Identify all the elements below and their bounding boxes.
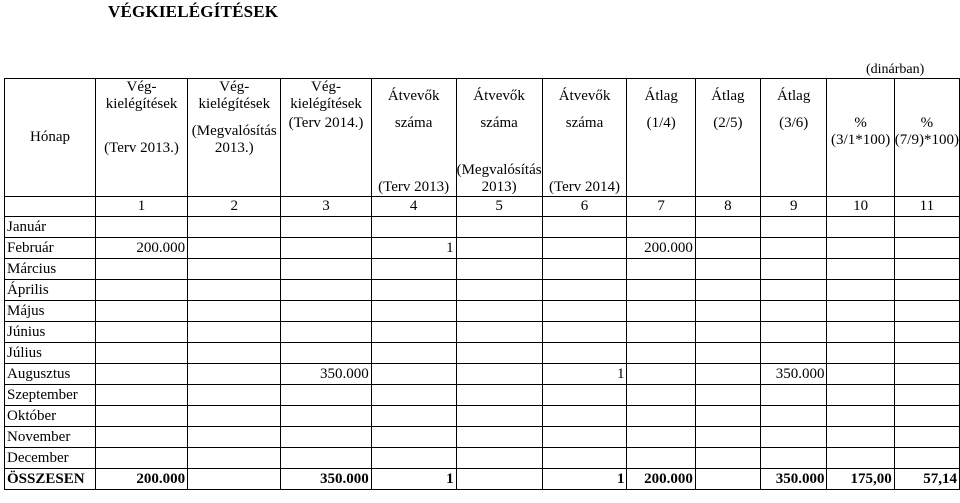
value-cell: [827, 238, 894, 259]
value-cell: [695, 427, 760, 448]
value-cell: [371, 343, 456, 364]
value-cell: [371, 259, 456, 280]
value-cell: [188, 364, 281, 385]
table-row: [5, 217, 960, 238]
value-cell: [95, 427, 187, 448]
value-cell: [760, 406, 827, 427]
col11-header: % (7/9)*100): [894, 115, 959, 157]
value-cell: [894, 385, 959, 406]
value-cell: 350.000: [760, 469, 827, 490]
col7-header-mid: (1/4): [627, 115, 695, 157]
col-number: 8: [695, 197, 760, 217]
value-cell: 200.000: [95, 469, 187, 490]
value-cell: [542, 406, 627, 427]
value-cell: [95, 406, 187, 427]
month-cell: Március: [5, 259, 96, 280]
value-cell: [627, 217, 695, 238]
value-cell: 350.000: [281, 364, 371, 385]
value-cell: [627, 343, 695, 364]
value-cell: [542, 217, 627, 238]
table-row: [5, 427, 960, 448]
value-cell: [95, 259, 187, 280]
value-cell: [894, 343, 959, 364]
value-cell: [542, 238, 627, 259]
value-cell: [371, 217, 456, 238]
col2-header-bottom: (Megvalósítás 2013.): [188, 115, 281, 157]
col10-header: % (3/1*100): [827, 115, 894, 157]
value-cell: [695, 385, 760, 406]
value-cell: [695, 259, 760, 280]
value-cell: [95, 217, 187, 238]
value-cell: 350.000: [760, 364, 827, 385]
col3-header-top: Vég-kielégítések: [281, 79, 371, 115]
value-cell: 200.000: [627, 238, 695, 259]
value-cell: [627, 427, 695, 448]
value-cell: [894, 301, 959, 322]
value-cell: [827, 322, 894, 343]
col-number: 4: [371, 197, 456, 217]
col7-header-top: Átlag: [627, 79, 695, 115]
value-cell: [760, 238, 827, 259]
col4-header-mid: száma: [371, 115, 456, 157]
value-cell: [760, 280, 827, 301]
value-cell: 200.000: [95, 238, 187, 259]
value-cell: [894, 280, 959, 301]
col1-header-bottom: (Terv 2013.): [95, 115, 187, 157]
value-cell: [760, 217, 827, 238]
col1-header-top: Vég-kielégítések: [95, 79, 187, 115]
col5-header-mid: száma: [456, 115, 542, 157]
col-number: 1: [95, 197, 187, 217]
value-cell: [95, 322, 187, 343]
col-number: 7: [627, 197, 695, 217]
value-cell: [456, 364, 542, 385]
value-cell: [894, 406, 959, 427]
value-cell: [456, 259, 542, 280]
value-cell: [627, 406, 695, 427]
value-cell: [188, 322, 281, 343]
value-cell: [371, 322, 456, 343]
value-cell: [188, 469, 281, 490]
value-cell: [281, 259, 371, 280]
value-cell: [894, 322, 959, 343]
value-cell: [456, 322, 542, 343]
value-cell: [188, 448, 281, 469]
col6-header-top: Átvevők: [542, 79, 627, 115]
col5-header-bottom: (Megvalósítás 2013): [456, 157, 542, 197]
value-cell: 175,00: [827, 469, 894, 490]
col-number: 5: [456, 197, 542, 217]
table-row: [5, 448, 960, 469]
col6-header-bottom: (Terv 2014): [542, 157, 627, 197]
value-cell: [695, 217, 760, 238]
col-number: 9: [760, 197, 827, 217]
value-cell: [281, 322, 371, 343]
value-cell: [188, 385, 281, 406]
col-number: 6: [542, 197, 627, 217]
value-cell: [627, 385, 695, 406]
total-label: ÖSSZESEN: [5, 469, 96, 490]
month-cell: December: [5, 448, 96, 469]
value-cell: [371, 301, 456, 322]
value-cell: [456, 469, 542, 490]
col8-header-mid: (2/5): [695, 115, 760, 157]
value-cell: 1: [371, 238, 456, 259]
value-cell: [827, 280, 894, 301]
value-cell: [627, 364, 695, 385]
value-cell: [695, 301, 760, 322]
col10-header-top: [827, 79, 894, 115]
month-cell: Szeptember: [5, 385, 96, 406]
value-cell: [627, 259, 695, 280]
col9-header-mid: (3/6): [760, 115, 827, 157]
value-cell: [760, 301, 827, 322]
value-cell: [456, 280, 542, 301]
value-cell: [760, 259, 827, 280]
value-cell: [695, 280, 760, 301]
value-cell: [95, 301, 187, 322]
value-cell: [281, 280, 371, 301]
value-cell: [542, 343, 627, 364]
value-cell: [281, 406, 371, 427]
col4-header-top: Átvevők: [371, 79, 456, 115]
value-cell: [281, 385, 371, 406]
value-cell: [371, 406, 456, 427]
value-cell: [456, 217, 542, 238]
col6-header-mid: száma: [542, 115, 627, 157]
value-cell: [827, 385, 894, 406]
table-row: [5, 238, 960, 259]
table-row: [5, 301, 960, 322]
value-cell: [456, 385, 542, 406]
value-cell: [695, 322, 760, 343]
value-cell: [627, 322, 695, 343]
value-cell: [827, 427, 894, 448]
month-header: Hónap: [5, 79, 96, 197]
value-cell: [542, 427, 627, 448]
value-cell: [827, 259, 894, 280]
value-cell: [371, 364, 456, 385]
value-cell: [542, 448, 627, 469]
column-number-row: [5, 197, 960, 217]
value-cell: 1: [542, 364, 627, 385]
value-cell: [188, 427, 281, 448]
value-cell: [188, 217, 281, 238]
value-cell: 57,14: [894, 469, 959, 490]
table-row: [5, 343, 960, 364]
col8-header-top: Átlag: [695, 79, 760, 115]
value-cell: [371, 448, 456, 469]
col4-header-bottom: (Terv 2013): [371, 157, 456, 197]
value-cell: [894, 364, 959, 385]
value-cell: [627, 448, 695, 469]
value-cell: [188, 343, 281, 364]
value-cell: [281, 301, 371, 322]
value-cell: [456, 427, 542, 448]
value-cell: [760, 448, 827, 469]
currency-unit-note: (dinárban): [866, 62, 925, 77]
value-cell: [371, 280, 456, 301]
value-cell: [695, 406, 760, 427]
col-number: 11: [894, 197, 959, 217]
value-cell: [827, 364, 894, 385]
total-row: [5, 469, 960, 490]
value-cell: [827, 301, 894, 322]
value-cell: [371, 385, 456, 406]
col-number: 2: [188, 197, 281, 217]
value-cell: 350.000: [281, 469, 371, 490]
value-cell: [95, 448, 187, 469]
table-row: [5, 385, 960, 406]
value-cell: [95, 343, 187, 364]
value-cell: [827, 217, 894, 238]
month-cell: Április: [5, 280, 96, 301]
value-cell: [542, 301, 627, 322]
col-number: 10: [827, 197, 894, 217]
value-cell: [827, 406, 894, 427]
value-cell: [894, 217, 959, 238]
value-cell: [542, 322, 627, 343]
value-cell: [894, 427, 959, 448]
value-cell: [542, 280, 627, 301]
col11-header-top: [894, 79, 959, 115]
col9-header-top: Átlag: [760, 79, 827, 115]
col3-header-bottom: (Terv 2014.): [281, 115, 371, 157]
month-cell: Február: [5, 238, 96, 259]
value-cell: [281, 217, 371, 238]
table-row: [5, 406, 960, 427]
col-number: 3: [281, 197, 371, 217]
value-cell: [760, 427, 827, 448]
page-title: VÉGKIELÉGÍTÉSEK: [108, 2, 279, 21]
value-cell: [542, 259, 627, 280]
severance-table: [4, 78, 960, 490]
month-cell: Június: [5, 322, 96, 343]
col2-header-top: Vég-kielégítések: [188, 79, 281, 115]
value-cell: [894, 259, 959, 280]
value-cell: [827, 343, 894, 364]
value-cell: [827, 448, 894, 469]
value-cell: [760, 385, 827, 406]
month-cell: Július: [5, 343, 96, 364]
value-cell: [627, 301, 695, 322]
value-cell: [281, 343, 371, 364]
value-cell: [456, 301, 542, 322]
month-cell: November: [5, 427, 96, 448]
table-row: [5, 322, 960, 343]
value-cell: [542, 385, 627, 406]
value-cell: [894, 448, 959, 469]
month-cell: Augusztus: [5, 364, 96, 385]
value-cell: [456, 238, 542, 259]
value-cell: [456, 343, 542, 364]
value-cell: 1: [542, 469, 627, 490]
value-cell: [695, 238, 760, 259]
header-row-2: [5, 115, 960, 157]
value-cell: [281, 427, 371, 448]
value-cell: 200.000: [627, 469, 695, 490]
table-row: [5, 280, 960, 301]
header-row-1: [5, 79, 960, 115]
value-cell: [695, 343, 760, 364]
value-cell: [894, 238, 959, 259]
table-row: [5, 259, 960, 280]
value-cell: [95, 385, 187, 406]
header-row-3: [5, 157, 960, 197]
value-cell: [627, 280, 695, 301]
value-cell: [371, 427, 456, 448]
value-cell: [695, 448, 760, 469]
value-cell: [456, 406, 542, 427]
value-cell: [188, 238, 281, 259]
value-cell: [188, 259, 281, 280]
month-cell: Január: [5, 217, 96, 238]
value-cell: [456, 448, 542, 469]
value-cell: [760, 343, 827, 364]
value-cell: [188, 406, 281, 427]
value-cell: [760, 322, 827, 343]
value-cell: 1: [371, 469, 456, 490]
value-cell: [188, 280, 281, 301]
value-cell: [188, 301, 281, 322]
col5-header-top: Átvevők: [456, 79, 542, 115]
value-cell: [695, 364, 760, 385]
value-cell: [695, 469, 760, 490]
value-cell: [281, 238, 371, 259]
value-cell: [95, 280, 187, 301]
value-cell: [281, 448, 371, 469]
month-cell: Október: [5, 406, 96, 427]
table-row: [5, 364, 960, 385]
month-cell: Május: [5, 301, 96, 322]
value-cell: [95, 364, 187, 385]
